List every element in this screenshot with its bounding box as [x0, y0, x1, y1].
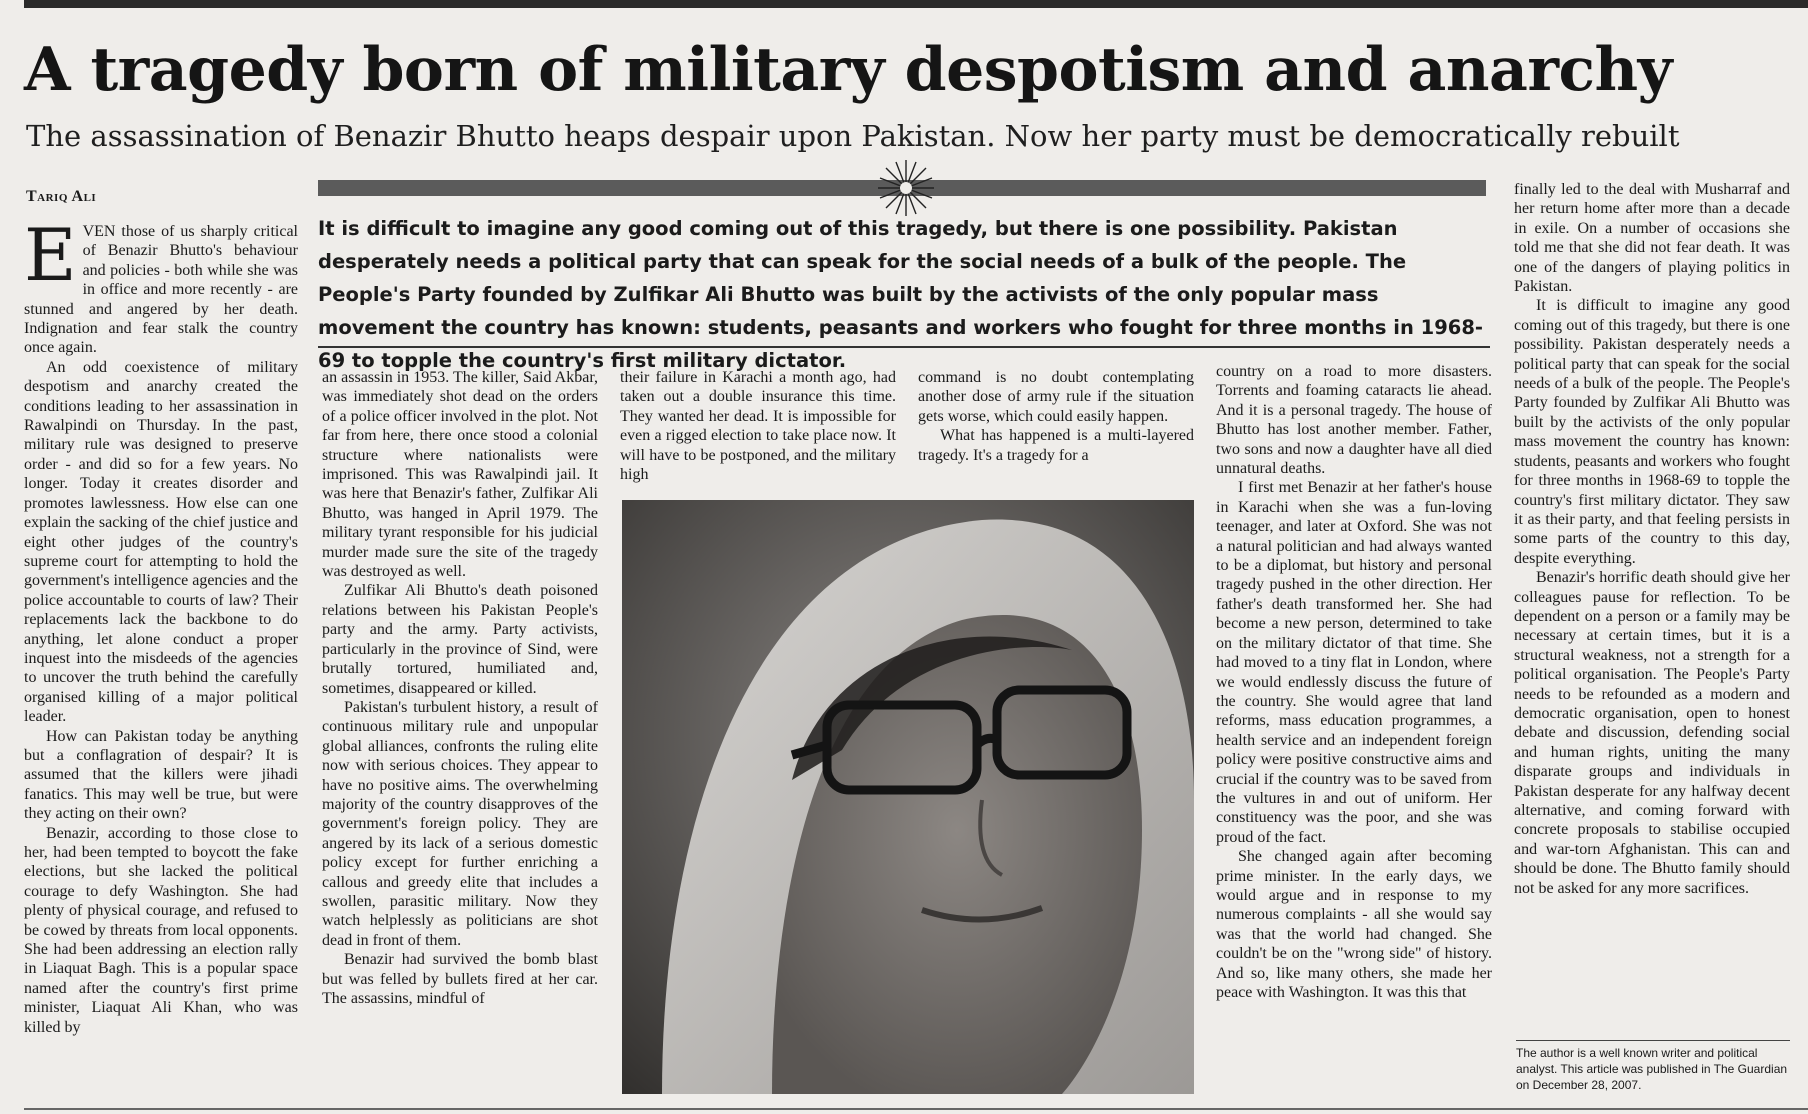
- paragraph: An odd coexistence of military despotism and anarchy created the conditions leading to her assassination in Rawalpindi on Thursday. In the past, military rule was designed to preserve order - and did so for a few years. No longer. Today it creates disorder and promotes lawlessness. How else can one explain the sacking of the chief justice and eight other judges of the country's supreme court for attempting to hold the government's intelligence agencies and the police accountable to courts of law? Their replacements lack the backbone to do anything, let alone conduct a proper inquest into the misdeeds of the agencies to uncover the truth behind the carefully organised killing of a major political leader.: [24, 358, 298, 726]
- paragraph: I first met Benazir at her father's house in Karachi when she was a fun-loving teenager, and later at Oxford. She was not a natural politician and had always wanted to be a diplomat, but history and personal tragedy pushed in the other direction. Her father's death transformed her. She had become a new person, determined to take on the military dictator of that time. She had moved to a tiny flat in London, where we would endlessly discuss the future of the country. She would agree that land reforms, mass education programmes, a health service and an independent foreign policy were positive constructive aims and crucial if the country was to be saved from the vultures in and out of uniform. Her constituency was the poor, and she was proud of the fact.: [1216, 479, 1492, 846]
- top-rule: [24, 0, 1808, 8]
- drop-cap: E: [24, 222, 77, 297]
- article-column-6: [1514, 180, 1790, 1030]
- paragraph: command is no doubt contemplating another dose of army rule if the situation gets worse, which could easily happen.: [918, 369, 1194, 425]
- paragraph: EVEN those of us sharply critical of Benazir Bhutto's behaviour and policies - both while she was in office and more recently - are stunned and angered by her death. Indignation and fear stalk the country once again.: [24, 222, 298, 357]
- paragraph: What has happened is a multi-layered tragedy. It's a tragedy for a: [918, 427, 1194, 464]
- article-column-2: [322, 368, 598, 1108]
- benazir-bhutto-photo: [622, 500, 1194, 1094]
- starburst-icon: [876, 158, 936, 218]
- pullquote-rule: [318, 346, 1490, 348]
- paragraph: It is difficult to imagine any good coming out of this tragedy, but there is one possibility. Pakistan desperately needs a political party that can speak for the social needs of a bulk of the people. The People's Party founded by Zulfikar Ali Bhutto was built by the activists of the only popular mass movement the country has known: students, peasants and workers who fought for three months in 1968-69 to topple the country's first military dictator. They saw it as their party, and that feeling persists in some parts of the country to this day, despite everything.: [1514, 297, 1790, 567]
- pullquote: It is difficult to imagine any good coming out of this tragedy, but there is one possibility. Pakistan desperately needs a political party that can speak for the social needs of a bulk of the people. The People's Party founded by Zulfikar Ali Bhutto was built by the activists of the only popular mass movement the country has known: students, peasants and workers who fought for three months in 1968-69 to topple the country's first military dictator.: [318, 217, 1484, 372]
- author-note: The author is a well known writer and political analyst. This article was published in The Guardian on December 28, 2007.: [1516, 1040, 1790, 1093]
- portrait-photo-icon: [622, 500, 1194, 1094]
- paragraph: Zulfikar Ali Bhutto's death poisoned relations between his Pakistan People's party and the army. Party activists, particularly in the province of Sind, were brutally tortured, humiliated and, sometimes, disappeared or killed.: [322, 582, 598, 697]
- headline: A tragedy born of military despotism and anarchy: [24, 35, 1673, 105]
- paragraph: Pakistan's turbulent history, a result of continuous military rule and unpopular global alliances, confronts the ruling elite now with serious choices. They appear to have no positive aims. The overwhelming majority of the country disapproves of the government's foreign policy. They are angered by its lack of a serious domestic policy except for further enriching a callous and greedy elite that includes a swollen, parasitic military. Now they watch helplessly as politicians are shot dead in front of them.: [322, 698, 598, 949]
- article-column-5: [1216, 362, 1492, 1102]
- article-column-3: [620, 368, 896, 498]
- paragraph: Benazir, according to those close to her, had been tempted to boycott the fake elections, but she lacked the political courage to defy Washington. She had plenty of physical courage, and refused to be cowed by threats from local opponents. She had been addressing an election rally in Liaquat Bagh. This is a popular space named after the country's first prime minister, Liaquat Ali Khan, who was killed by: [24, 824, 298, 1036]
- paragraph: She changed again after becoming prime minister. In the early days, we would argue and in response to my numerous complaints - all she would say was that the world had changed. She couldn't be on the "wrong side" of history. And so, like many others, she made her peace with Washington. It was this that: [1216, 848, 1492, 1001]
- paragraph: finally led to the deal with Musharraf and her return home after more than a decade in exile. On a number of occasions she told me that she did not fear death. It was one of the dangers of playing politics in Pakistan.: [1514, 181, 1790, 296]
- paragraph: How can Pakistan today be anything but a conflagration of despair? It is assumed that the killers were jihadi fanatics. This may well be true, but were they acting on their own?: [24, 727, 298, 823]
- bottom-rule: [24, 1108, 1808, 1110]
- paragraph: their failure in Karachi a month ago, had taken out a double insurance this time. They wanted her dead. It is impossible for even a rigged election to take place now. It will have to be postponed, and the military high: [620, 369, 896, 484]
- article-column-1: [24, 222, 298, 1102]
- article-column-4: [918, 368, 1194, 498]
- byline: Tariq Ali: [26, 188, 97, 205]
- paragraph: country on a road to more disasters. Torrents and foaming cataracts lie ahead. And it is a personal tragedy. The house of Bhutto has lost another member. Father, two sons and now a daughter have all died unnatural deaths.: [1216, 363, 1492, 478]
- paragraph: an assassin in 1953. The killer, Said Akbar, was immediately shot dead on the orders of a police officer involved in the plot. Not far from here, there once stood a colonial structure where nationalists were imprisoned. This was Rawalpindi jail. It was here that Benazir's father, Zulfikar Ali Bhutto, was hanged in April 1979. The military tyrant responsible for his judicial murder made sure the site of the tragedy was destroyed as well.: [322, 369, 598, 581]
- paragraph: Benazir's horrific death should give her colleagues pause for reflection. To be dependent on a person or a family may be necessary at certain times, but it is a structural weakness, not a strength for a political organisation. The People's Party needs to be refounded as a modern and democratic organisation, open to honest debate and discussion, defending social and human rights, uniting the many disparate groups and individuals in Pakistan desperate for any halfway decent alternative, and coming forward with concrete proposals to stabilise occupied and war-torn Afghanistan. This can and should be done. The Bhutto family should not be asked for any more sacrifices.: [1514, 569, 1790, 897]
- standfirst: The assassination of Benazir Bhutto heaps despair upon Pakistan. Now her party must be democratically rebuilt: [26, 119, 1680, 153]
- paragraph: Benazir had survived the bomb blast but was felled by bullets fired at her car. The assassins, mindful of: [322, 951, 598, 1007]
